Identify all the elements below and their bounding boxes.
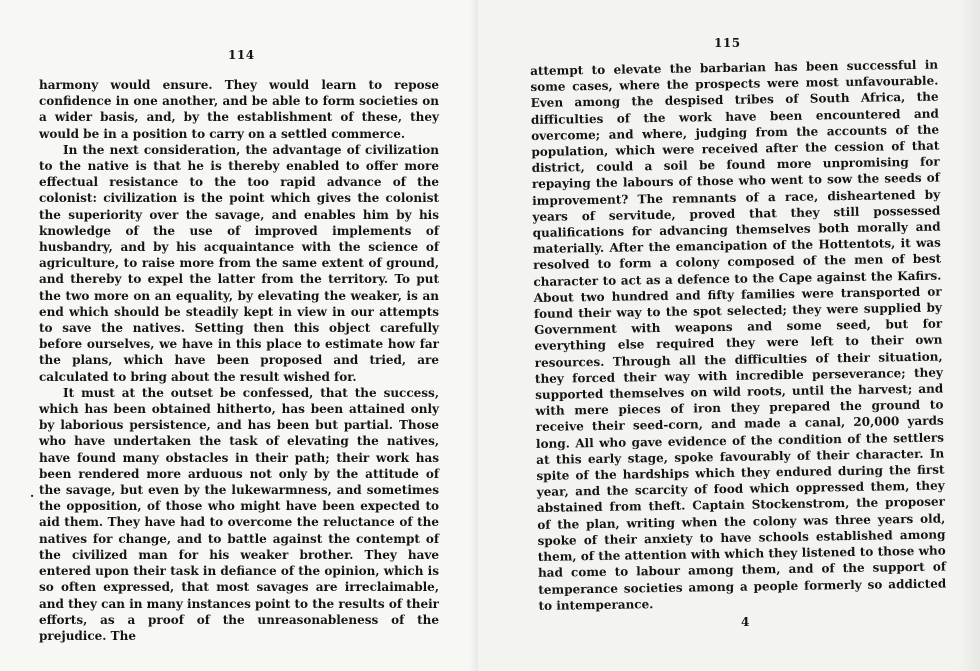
page-edge-shadow: [958, 0, 980, 671]
left-page-text: [39, 77, 439, 644]
left-paragraph-3: It must at the outset be confessed, that the success, which has been obtained hitherto, has been attained only by laborious persistence, and has been but partial. Those who have undertaken the task of elevating the natives, have found many obstacles in their path; their work has been rendered more arduous not only by the attitude of the savage, but even by the lukewarmness, and sometimes the opposition, of those who might have been expected to aid them. They have had to overcome the reluctance of the natives for change, and to battle against the contempt of the civilized man for his weaker brother. They have entered upon their task in defiance of the opinion, which is so often expressed, that most savages are irreclaimable, and they can in many instances point to the results of their efforts, as a proof of the unreasonableness of the prejudice. The: [39, 385, 439, 643]
left-paragraph-2: In the next consideration, the advantage of civilization to the native is that he is thereby enabled to offer more effectual resistance to the too rapid advance of the colonist: civilization is the point which gives the colonist the superiority over the savage, and enables him by his knowledge of the use of improved implements of husbandry, and by his acquaintance with the science of agriculture, to raise more from the same extent of ground, and thereby to expel the latter from the territory. To put the two more on an equality, by elevating the weaker, is an end which should be steadily kept in view in our attempts to save the natives. Setting then this object carefully before ourselves, we have in this place to estimate how far the plans, which have been proposed and tried, are calculated to bring about the result wished for.: [39, 142, 439, 384]
left-page: [0, 0, 478, 671]
right-page-number: 115: [714, 36, 741, 50]
signature-mark: 4: [741, 615, 750, 629]
left-paragraph-1: harmony would ensure. They would learn to repose confidence in one another, and be able to form societies on a wider basis, and, by the establishment of these, they would be in a position to carry on a settled commerce.: [39, 78, 439, 141]
left-page-number: 114: [228, 48, 255, 62]
right-paragraph-1: attempt to elevate the barbarian has been successful in some cases, where the prospects were most unfavourable. Even among the despised tribes of South Africa, the difficulties of the work have been encountered and overcome; and where, judging from the accounts of the population, which were received after the cession of that district, could a soil be found more unpromising for repaying the labours of those who went to sow the seeds of improvement? The remnants of a race, disheartened by years of servitude, proved that they still possessed qualifications for advancing themselves both morally and materially. After the emancipation of the Hottentots, it was resolved to form a colony composed of the men of best character to act as a defence to the Cape against the Kafirs. About two hundred and fifty families were transported or found their way to the spot selected; they were supplied by Government with weapons and some seed, but for everything else required they were left to their own resources. Through all the difficulties of their situation, they forced their way with incredible perseverance; they supported themselves on wild roots, until the harvest; and with mere pieces of iron they prepared the ground to receive their seed-corn, and made a canal, 20,000 yards long. All who gave evidence of the condition of the settlers at this early stage, spoke favourably of their character. In spite of the hardships which they endured during the first year, and the scarcity of food which oppressed them, they abstained from theft. Captain Stockenstrom, the proposer of the plan, writing when the colony was three years old, spoke of their anxiety to have schools established among them, of the attention with which they listened to those who had come to labour among them, and of the support of temperance societies among a people formerly so addicted to intemperance.: [530, 57, 947, 613]
right-page: [478, 0, 980, 671]
stray-ink-mark: .: [30, 486, 35, 500]
right-page-text: [530, 57, 947, 614]
